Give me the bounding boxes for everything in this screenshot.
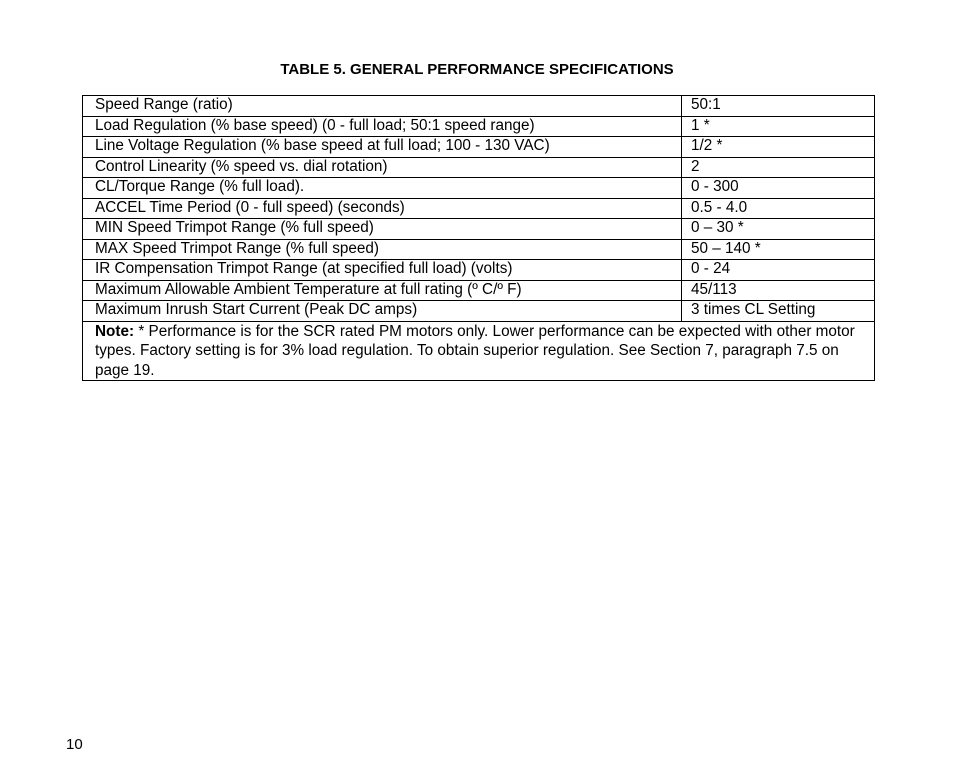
note-cell xyxy=(83,321,875,381)
spec-value-cell: 0.5 - 4.0 xyxy=(682,198,875,219)
spec-value-cell: 1 * xyxy=(682,116,875,137)
spec-value-cell: 50:1 xyxy=(682,96,875,117)
spec-name-cell: Line Voltage Regulation (% base speed at full load; 100 - 130 VAC) xyxy=(83,137,682,158)
spec-name-cell: Control Linearity (% speed vs. dial rotation) xyxy=(83,157,682,178)
spec-name-cell: IR Compensation Trimpot Range (at specified full load) (volts) xyxy=(83,260,682,281)
table-row xyxy=(83,198,875,219)
spec-name-cell: ACCEL Time Period (0 - full speed) (seconds) xyxy=(83,198,682,219)
table-row xyxy=(83,137,875,158)
table-row xyxy=(83,116,875,137)
table-row xyxy=(83,239,875,260)
spec-name-cell: MIN Speed Trimpot Range (% full speed) xyxy=(83,219,682,240)
spec-value-cell: 2 xyxy=(682,157,875,178)
table-row xyxy=(83,178,875,199)
spec-value-cell: 3 times CL Setting xyxy=(682,301,875,322)
spec-value-cell: 1/2 * xyxy=(682,137,875,158)
spec-value-cell: 45/113 xyxy=(682,280,875,301)
table-row xyxy=(83,260,875,281)
spec-name-cell: Maximum Allowable Ambient Temperature at full rating (º C/º F) xyxy=(83,280,682,301)
spec-name-cell: Load Regulation (% base speed) (0 - full load; 50:1 speed range) xyxy=(83,116,682,137)
spec-value-cell: 50 – 140 * xyxy=(682,239,875,260)
table-row xyxy=(83,301,875,322)
table-row xyxy=(83,219,875,240)
spec-name-cell: MAX Speed Trimpot Range (% full speed) xyxy=(83,239,682,260)
spec-name-cell: Speed Range (ratio) xyxy=(83,96,682,117)
table-title: TABLE 5. GENERAL PERFORMANCE SPECIFICATIONS xyxy=(280,61,674,78)
note-text: * Performance is for the SCR rated PM motors only. Lower performance can be expected with other motor types. Factory setting is for 3% load regulation. To obtain superior regulation. See Section 7, paragraph 7.5 on page 19. xyxy=(95,322,855,379)
page-number: 10 xyxy=(66,736,83,753)
performance-specifications-table xyxy=(82,95,875,381)
note-label: Note: xyxy=(95,322,135,340)
table-row xyxy=(83,157,875,178)
spec-name-cell: CL/Torque Range (% full load). xyxy=(83,178,682,199)
spec-value-cell: 0 – 30 * xyxy=(682,219,875,240)
table-row xyxy=(83,96,875,117)
note-row xyxy=(83,321,875,381)
spec-value-cell: 0 - 300 xyxy=(682,178,875,199)
spec-name-cell: Maximum Inrush Start Current (Peak DC amps) xyxy=(83,301,682,322)
spec-value-cell: 0 - 24 xyxy=(682,260,875,281)
table-row xyxy=(83,280,875,301)
